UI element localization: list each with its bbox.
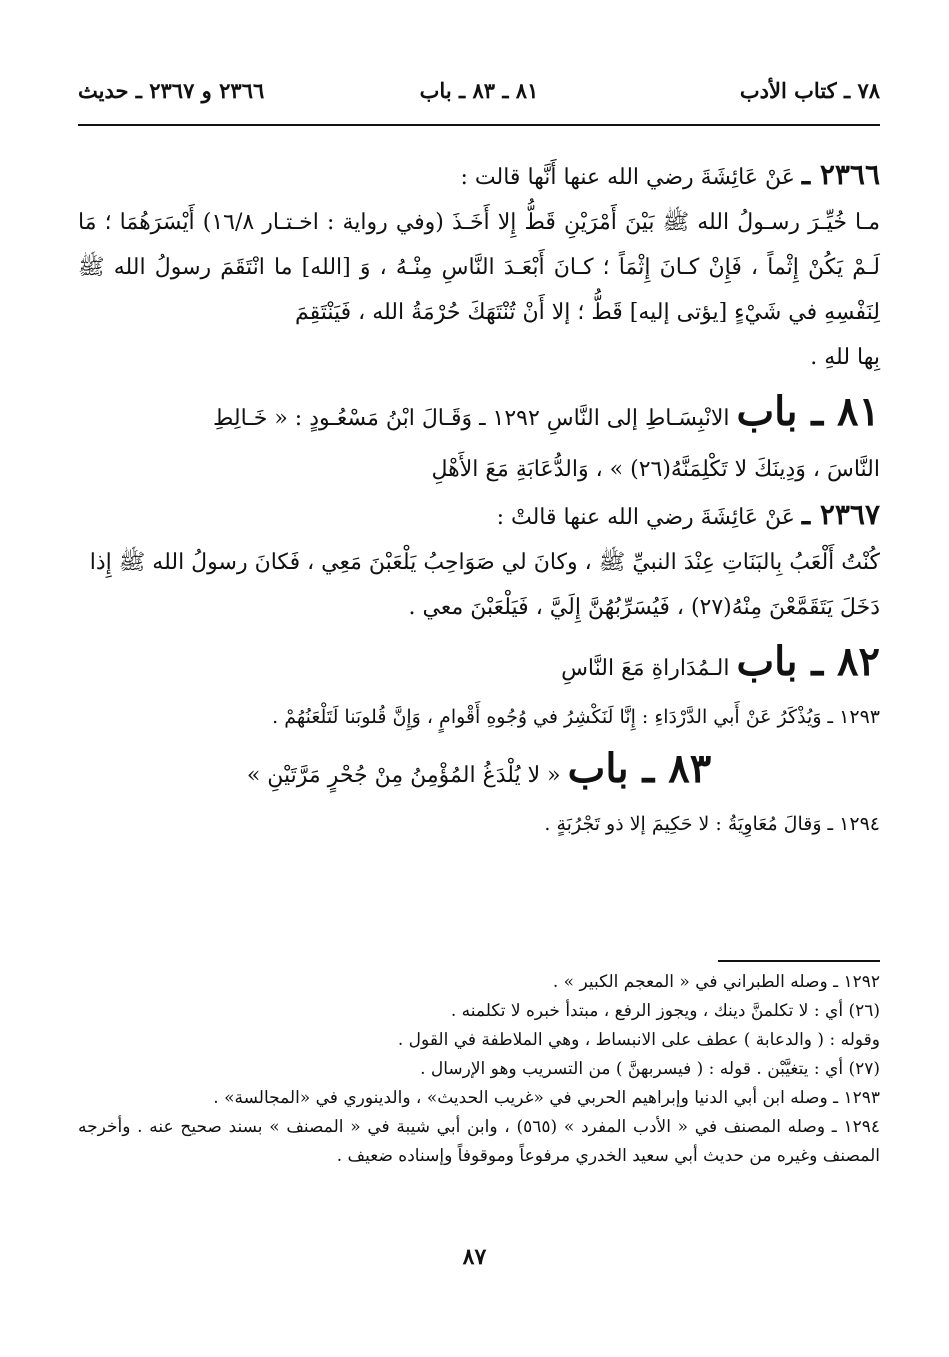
hadith-2366-text: مـا خُيِّـرَ رسـولُ الله ﷺ بَيْنَ أَمْرَيْنِ قَطُّ إِلا أَخَـذَ (وفي رواية : اخـتـار ١٦/٨) أَيْسَرَهُمَا ؛ مَا لَـمْ يَكُنْ إِثْماً ، فَإِنْ كـانَ إِثْمَاً ؛ كـانَ أَبْعَـدَ النَّاسِ مِنْـهُ ، وَ [الله] ما انْتَقَمَ رسولُ الله ﷺ لِنَفْسِهِ في شَيْءٍ [يؤتى إليه] قَطُّ ؛ إلا أَنْ تُنْتَهَكَ حُرْمَةُ الله ، فَيَنْتَقِمَ xyxy=(78,210,880,325)
hadith-intro: عَنْ عَائِشَةَ رضي الله عنها أَنَّها قالت : xyxy=(460,165,795,190)
chapter-number: ٨٣ ـ باب xyxy=(567,745,712,792)
page-number: ٨٧ xyxy=(462,1244,487,1270)
running-header xyxy=(78,78,880,112)
footnotes xyxy=(78,968,880,1171)
footnote: ١٢٩٣ ـ وصله ابن أبي الدنيا وإبراهيم الحربي في «غريب الحديث» ، والدينوري في «المجالسة» . xyxy=(213,1088,880,1108)
footnote: وقوله : ( والدعابة ) عطف على الانبساط ، وهي الملاطفة في القول . xyxy=(397,1030,880,1050)
chapter-81-heading xyxy=(78,384,880,447)
hadith-2366-heading xyxy=(78,152,880,200)
header-book-title: ٧٨ ـ كتاب الأدب xyxy=(739,78,880,103)
chapter-81-continuation: النَّاسَ ، وَدِينَكَ لا تَكْلِمَنَّهُ(٢٦) » ، وَالدُّعَابَةِ مَعَ الأَهْلِ xyxy=(431,457,880,482)
header-divider xyxy=(78,124,880,126)
footnote-divider xyxy=(718,960,880,962)
hadith-2367-text: كُنْتُ أَلْعَبُ بِالبَنَاتِ عِنْدَ النبيِّ ﷺ ، وكانَ لي صَوَاحِبُ يَلْعَبْنَ مَعِي ، فَكانَ رسولُ الله ﷺ إِذا دَخَلَ يَتَقَمَّعْنَ مِنْهُ(٢٧) ، فَيُسَرِّبُهُنَّ إِلَيَّ ، فَيَلْعَبْنَ معي . xyxy=(89,550,880,620)
footnote: ١٢٩٤ ـ وصله المصنف في « الأدب المفرد » (٥٦٥) ، وابن أبي شيبة في « المصنف » بسند صحيح عنه . وأخرجه المصنف وغيره من حديث أبي سعيد الخدري مرفوعاً وموقوفاً وإسناده ضعيف . xyxy=(78,1117,880,1166)
chapter-number: ٨١ ـ باب xyxy=(736,388,880,435)
hadith-2366-text-end: بِها للهِ . xyxy=(810,345,880,370)
chapter-number: ٨٢ ـ باب xyxy=(736,638,880,685)
main-text xyxy=(78,152,880,844)
header-chapters: ٨١ ـ ٨٣ ـ باب xyxy=(419,78,539,103)
athar-1293: ١٢٩٣ ـ وَيُذْكَرُ عَنْ أَبي الدَّرْدَاءِ : إِنَّا لَنَكْشِرُ في وُجُوهِ أَقْوامٍ ، وَإِنَّ قُلوبَنا لَتَلْعَنُهُمْ . xyxy=(272,706,880,728)
hadith-number: ٢٣٦٦ ـ xyxy=(801,158,880,191)
chapter-82-heading xyxy=(78,634,880,697)
chapter-83-heading xyxy=(78,741,880,804)
hadith-number: ٢٣٦٧ ـ xyxy=(801,498,880,531)
chapter-title: « لا يُلْدَغُ المُؤْمِنُ مِنْ جُحْرٍ مَرَّتَيْنِ » xyxy=(246,763,561,788)
chapter-title: الانْبِسَـاطِ إلى النَّاسِ ١٢٩٢ ـ وَقَـالَ ابْنُ مَسْعُـودٍ : « خَـالِطِ xyxy=(213,406,730,431)
footnote: (٢٧) أي : يتغيَّبْن . قوله : ( فيسربهنَّ ) من التسريب وهو الإرسال . xyxy=(420,1059,880,1079)
header-hadith-range: ٢٣٦٦ و ٢٣٦٧ ـ حديث xyxy=(78,78,265,103)
athar-1294: ١٢٩٤ ـ وَقالَ مُعَاوِيَةُ : لا حَكِيمَ إلا ذو تَجْرُبَةٍ . xyxy=(544,813,880,835)
footnote: (٢٦) أي : لا تكلمنَّ دينك ، ويجوز الرفع ، مبتدأ خبره لا تكلمنه . xyxy=(450,1001,880,1021)
chapter-title: الـمُدَاراةِ مَعَ النَّاسِ xyxy=(561,656,730,681)
hadith-2367-heading xyxy=(78,492,880,540)
hadith-intro: عَنْ عَائِشَةَ رضي الله عنها قالتْ : xyxy=(496,505,795,530)
footnote: ١٢٩٢ ـ وصله الطبراني في « المعجم الكبير » . xyxy=(552,972,880,992)
